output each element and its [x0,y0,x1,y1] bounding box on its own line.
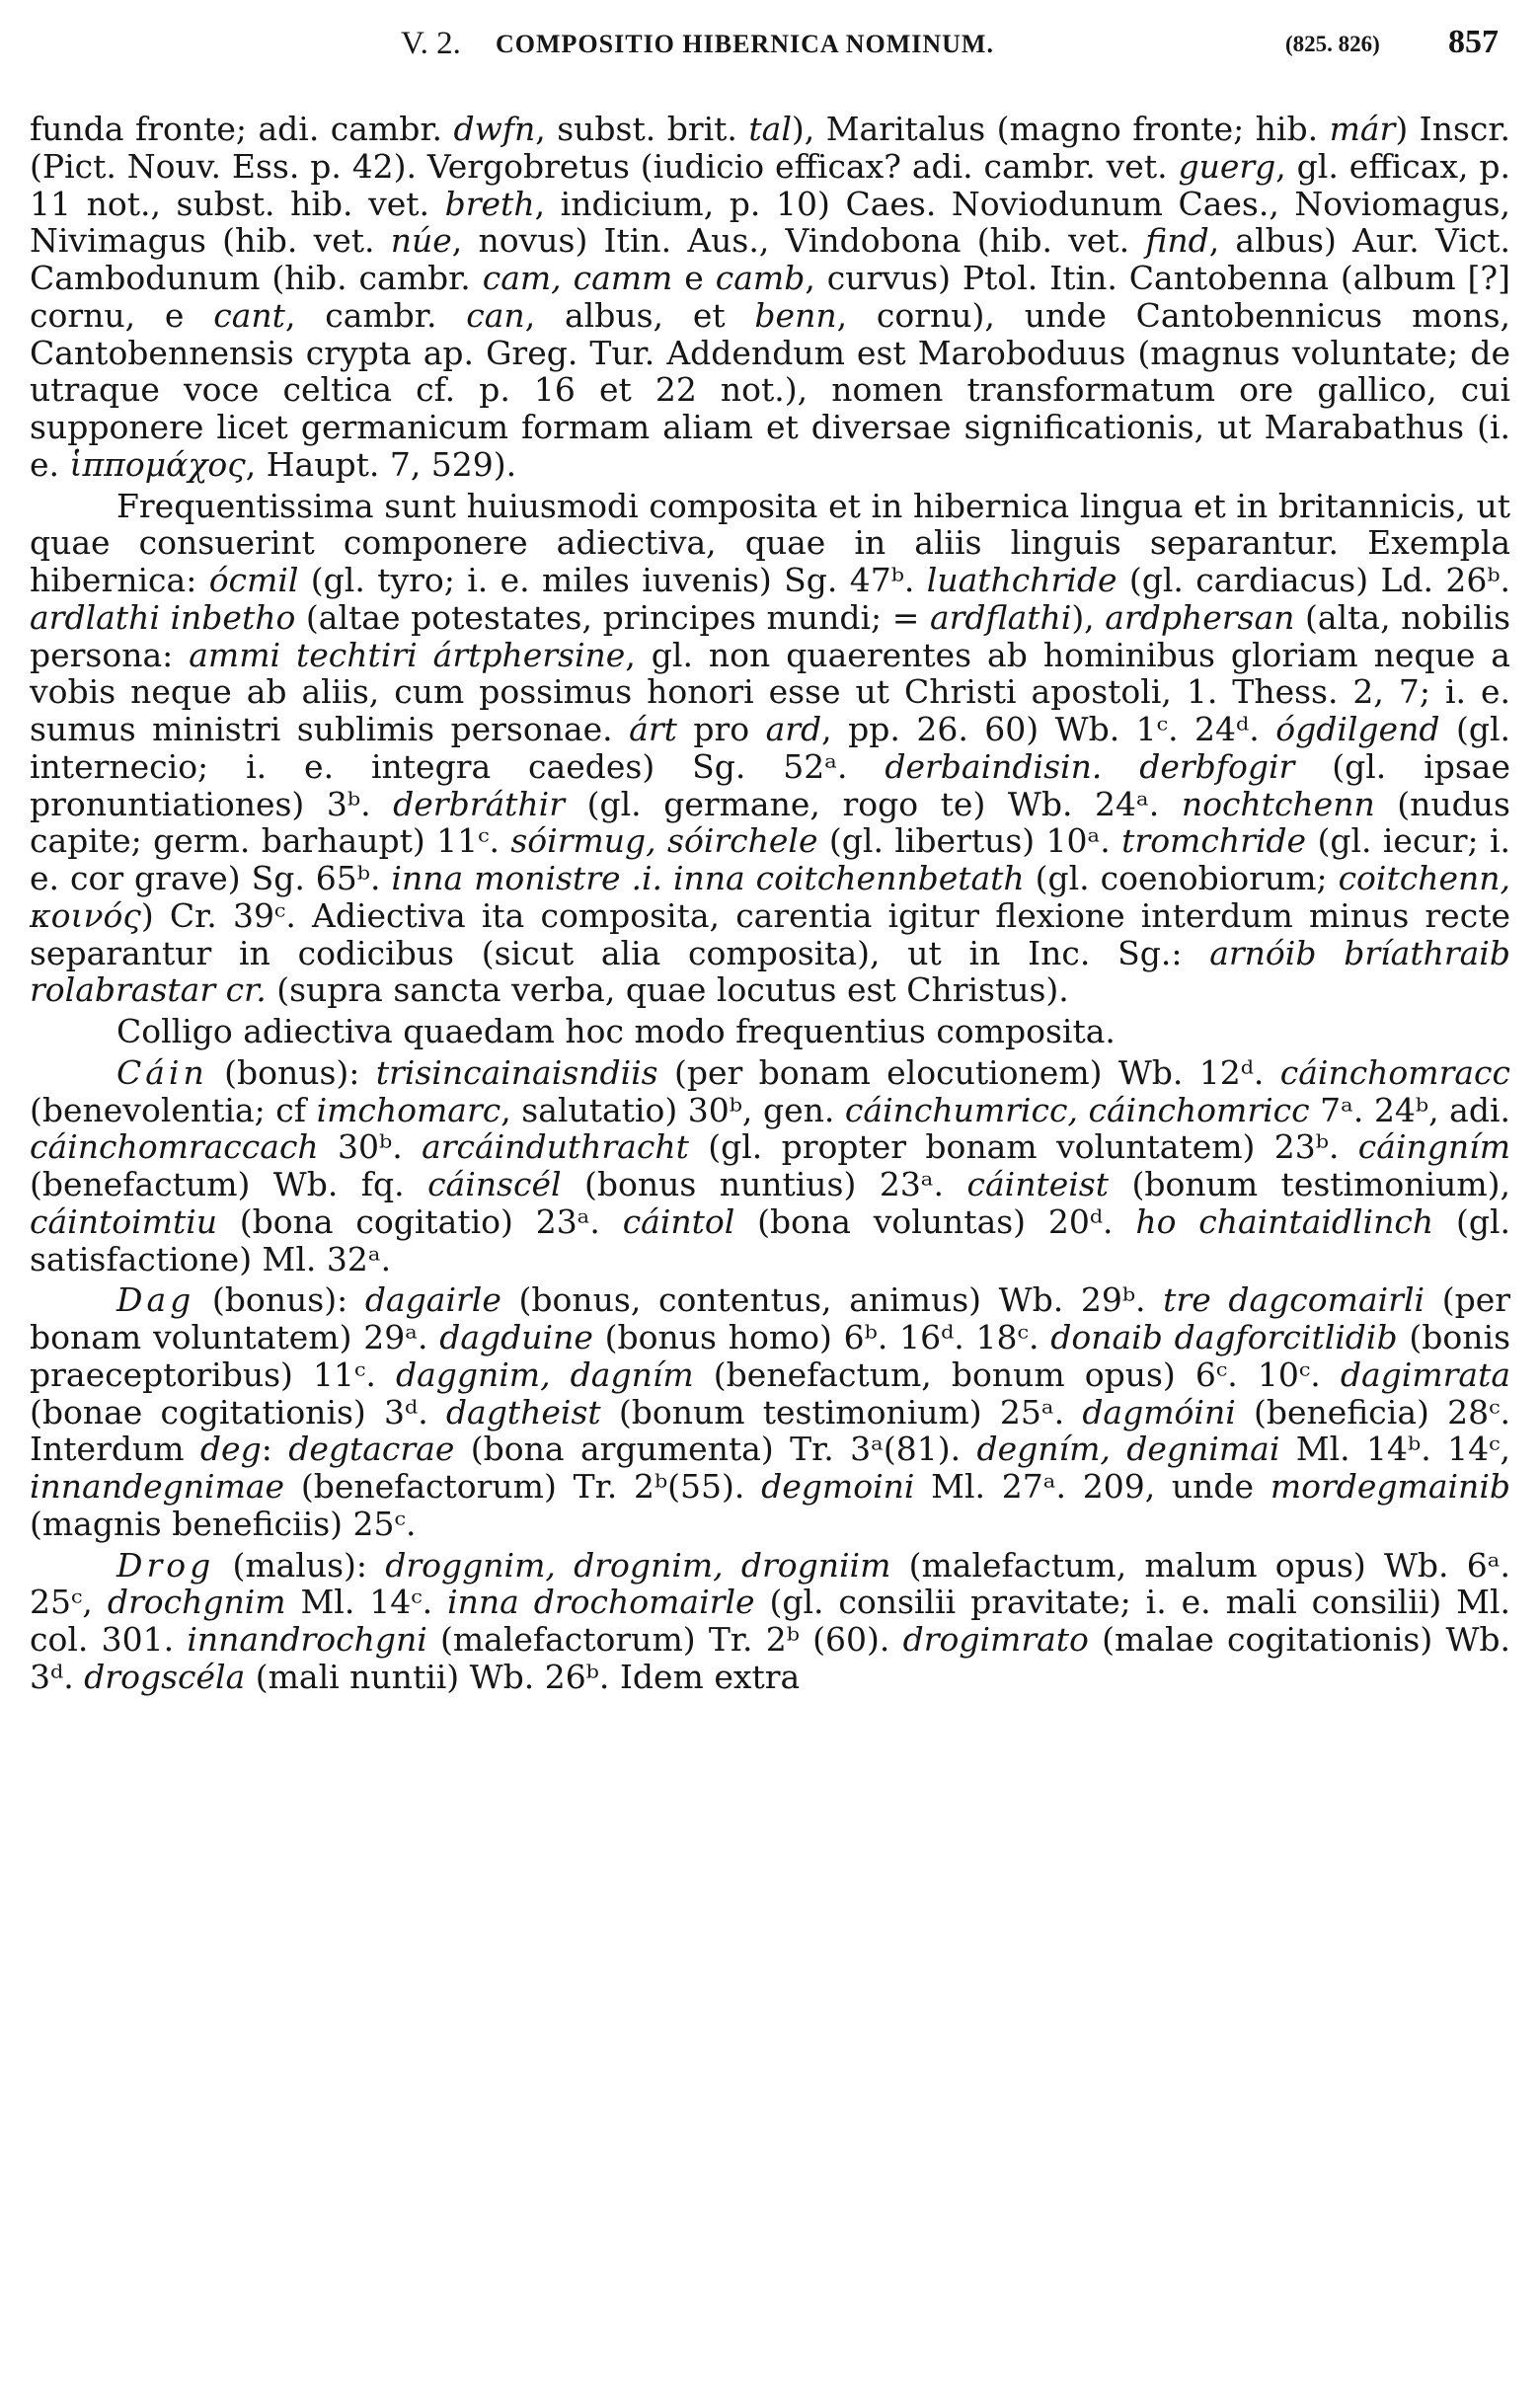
text-run: Ml. 27ᵃ. 209, unde [914,1467,1270,1506]
text-run: funda fronte; adi. cambr. [30,110,454,148]
text-run: (gl. satisfactione) Ml. 32ᵃ. [30,1201,1510,1278]
gloss-term: dagduine [439,1318,593,1356]
text-run: , indicium, p. 10) Caes. Noviodunum Caes., Noviomagus, Nivimagus (hib. vet. [30,184,1510,261]
gloss-term: innandrochgni [187,1620,427,1659]
text-run: (gl. tyro; i. e. miles iuvenis) Sg. 47ᵇ. [298,561,927,599]
text-run: (malae cogitationis) Wb. 3ᵈ. [30,1620,1510,1696]
gloss-term: guerg [1178,146,1276,186]
text-run: , cornu), unde Cantobennicus mons, Cantobennensis crypta ap. Greg. Tur. Addendum est Maroboduus (magnus voluntate; de utraque voce celtica cf. p. 16 et 22 not.), nomen transformatum ore gallico, cui supponere licet germanicum formam aliam et diversae significationis, ut Marabathus (i. e. [30,295,1510,484]
text-run: (gl. ipsae pronuntiationes) 3ᵇ. [30,746,1511,823]
text-run: (bonus nuntius) 23ᵃ. [561,1165,967,1203]
gloss-term: derbráthir [393,784,565,823]
gloss-term: arcáinduthracht [422,1127,689,1167]
gloss-term: inna monistre .i. inna coitchennbetath [391,859,1025,897]
text-run: , cambr. [284,295,467,335]
gloss-term: tal [748,110,792,148]
gloss-term: núe [390,221,452,261]
gloss-term: derbaindisin. derbfogir [885,746,1295,786]
paragraph-p3 [30,1013,1510,1050]
gloss-term: degtacrae [288,1430,455,1469]
gloss-term: coitchenn, κοινός [30,859,1510,935]
gloss-term: dwfn [453,110,536,148]
gloss-term: cáinchomraccach [30,1127,319,1167]
text-run: (bonis praeceptoribus) 11ᶜ. [30,1318,1511,1394]
paragraph-p2 [30,488,1510,1010]
gloss-term: cáintol [622,1201,735,1241]
text-run: (bona voluntas) 20ᵈ. [734,1201,1136,1241]
gloss-term: dagairle [364,1280,501,1320]
text-run: (per bonam elocutionem) Wb. 12ᵈ. [657,1052,1280,1092]
text-run: (gl. propter bonam voluntatem) 23ᵇ. [688,1127,1358,1167]
text-run: (gl. internecio; i. e. integra caedes) Sg. 52ᵃ. [30,710,1510,786]
gloss-term: can [466,295,525,335]
gloss-term: trisincainaisndiis [375,1052,658,1092]
text-run: (gl. cardiacus) Ld. 26ᵇ. [1116,561,1511,599]
text-run: (per bonam voluntatem) 29ᵃ. [30,1280,1511,1356]
gloss-term: cáingním [1357,1127,1510,1167]
text-run: (beneficia) 28ᶜ. Interdum [30,1392,1511,1469]
gloss-term: drochgnim [107,1583,286,1622]
gloss-term: ard [765,710,822,748]
gloss-term: deg [199,1430,262,1469]
gloss-term: camb [715,259,806,297]
gloss-term: ardphersan [1105,597,1295,637]
gloss-term: cáintoimtiu [30,1201,218,1241]
gloss-term: cáinchumricc, cáinchomricc [844,1090,1310,1129]
text-run: , salutatio) 30ᵇ, gen. [500,1090,845,1129]
text-run: , Haupt. 7, 529). [245,444,517,484]
text-run: pro [676,710,766,748]
text-run: (malefactum, malum opus) Wb. 6ᵃ. 25ᶜ, [30,1545,1510,1622]
gloss-term: cant [213,295,285,335]
gloss-term: ardflathi [929,597,1072,637]
text-run: (benefactum) Wb. fq. [30,1165,428,1203]
gloss-term: drogimrato [902,1620,1089,1659]
text-run: (bonum testimonium) 25ᵃ. [600,1392,1083,1432]
gloss-term: breth [444,184,535,223]
gloss-term: tromchride [1121,821,1307,861]
page-number: 857 [1448,24,1499,60]
gloss-term: luathchride [926,561,1117,599]
gloss-term: dagmóini [1082,1392,1236,1432]
gloss-term: cam, camm [482,259,673,297]
text-run: , curvus) Ptol. Itin. Cantobenna (album [?] cornu, e [30,259,1510,335]
gloss-term: tre dagcomairli [1163,1280,1425,1320]
text-run: (bona cogitatio) 23ᵃ. [217,1201,623,1241]
text-run: (bonus): [207,1052,376,1092]
text-run: (bonus): [194,1280,365,1320]
lemma-heading: Drog [116,1545,215,1585]
text-run: (altae potestates, principes mundi; = [295,597,930,637]
gloss-term: degním, degnimai [976,1430,1280,1469]
gloss-term: cáinchomracc [1279,1052,1511,1092]
gloss-term: drogscéla [84,1657,246,1696]
running-title: COMPOSITIO HIBERNICA NOMINUM. [496,30,994,58]
text-run: (supra sancta verba, quae locutus est Christus). [266,970,1069,1010]
gloss-term: nochtchenn [1181,784,1375,823]
paragraph-p6 [30,1547,1510,1696]
text-run: (bonus homo) 6ᵇ. 16ᵈ. 18ᶜ. [592,1318,1051,1356]
gloss-term: donaib dagforcitlidib [1050,1318,1398,1356]
paragraph-p4 [30,1054,1510,1278]
text-run: (mali nuntii) Wb. 26ᵇ. Idem extra [245,1657,801,1696]
text-run: e [672,259,716,297]
text-run: (gl. libertus) 10ᵃ. [817,821,1122,861]
text-run: , gl. efficax, p. 11 not., subst. hib. vet. [30,146,1511,223]
text-run: , pp. 26. 60) Wb. 1ᶜ. 24ᵈ. [821,710,1276,748]
body-text [30,111,1510,1696]
gloss-term: ἱππομάχος [69,444,246,484]
gloss-term: mordegmainib [1270,1467,1510,1506]
gloss-term: daggnim, dagním [395,1354,694,1394]
text-run: , gl. non quaerentes ab hominibus gloriam neque a vobis neque ab aliis, cum possimus honori esse ut Christi apostoli, 1. Thess. 2, 7; i. e. sumus ministri sublimis personae. [30,635,1510,748]
text-run: (alta, nobilis persona: [30,597,1511,674]
lemma-heading: Cáin [116,1052,208,1092]
gloss-term: dagimrata [1340,1354,1510,1394]
gloss-term: imchomarc [316,1090,501,1129]
text-run: , albus) Aur. Vict. Cambodunum (hib. cambr. [30,221,1510,297]
text-run: (benevolentia; cf [30,1090,317,1129]
text-run: 30ᵇ. [318,1127,423,1167]
text-run: (bonus, contentus, animus) Wb. 29ᵇ. [500,1280,1164,1320]
text-run: (malus): [214,1545,386,1585]
text-run: (bona argumenta) Tr. 3ᵃ(81). [454,1430,977,1469]
text-run: (gl. coenobiorum; [1024,859,1339,897]
section-number: V. 2. [401,26,461,61]
text-run: ) Inscr. (Pict. Nouv. Ess. p. 42). Vergobretus (iudicio efficax? adi. cambr. vet. [30,110,1511,186]
text-run: (gl. germane, rogo te) Wb. 24ᵃ. [565,784,1182,823]
text-run: (benefactorum) Tr. 2ᵇ(55). [284,1467,762,1506]
text-run: (benefactum, bonum opus) 6ᶜ. 10ᶜ. [693,1354,1341,1394]
text-run: : [261,1430,289,1469]
gloss-term: cáinteist [966,1165,1109,1203]
gloss-term: ócmil [208,561,299,599]
text-run: (bonum testimonium), [1109,1165,1510,1203]
text-run: , albus, et [524,295,755,335]
text-run: ) Cr. 39ᶜ. Adiectiva ita composita, carentia igitur flexione interdum minus recte separantur in codicibus (sicut alia composita), ut in Inc. Sg.: [30,895,1510,972]
gloss-term: inna drochomairle [447,1583,755,1622]
text-run: (malefactorum) Tr. 2ᵇ (60). [426,1620,903,1659]
column-reference: (825. 826) [1285,32,1380,56]
gloss-term: dagtheist [445,1392,601,1432]
gloss-term: ammi techtiri ártphersine [189,635,626,674]
gloss-term: már [1329,110,1396,148]
gloss-term: ardlathi inbetho [30,597,296,637]
text-run: Ml. 14ᶜ. [285,1583,448,1622]
text-run: 7ᵃ. 24ᵇ, adi. [1309,1090,1511,1129]
gloss-term: benn [754,295,837,335]
gloss-term: cáinscél [427,1165,562,1203]
lemma-heading: Dag [116,1280,195,1320]
gloss-term: sóirmug, sóirchele [510,821,818,861]
text-run: (nudus capite; germ. barhaupt) 11ᶜ. [30,784,1510,861]
text-run: (gl. iecur; i. e. cor grave) Sg. 65ᵇ. [30,821,1510,897]
text-run: , novus) Itin. Aus., Vindobona (hib. vet. [451,221,1146,261]
text-run: ), Maritalus (magno fronte; hib. [791,110,1330,148]
gloss-term: innandegnimae [30,1467,285,1506]
gloss-term: ho chaintaidlinch [1135,1201,1434,1241]
gloss-term: arnóib bríathraib rolabrastar cr. [30,933,1510,1010]
paragraph-p1 [30,111,1510,484]
gloss-term: degmoini [761,1467,915,1506]
paragraph-p5 [30,1281,1510,1542]
text-run: , subst. brit. [535,110,749,148]
text-run: Frequentissima sunt huiusmodi composita et in hibernica lingua et in britannicis, ut quae consuerint componere adiectiva, quae in aliis linguis separantur. Exempla hibernica: [30,486,1510,599]
text-run: (magnis beneficiis) 25ᶜ. [30,1504,417,1543]
gloss-term: ógdilgend [1275,710,1440,748]
gloss-term: árt [629,710,677,748]
gloss-term: droggnim, drognim, drogniim [385,1545,891,1585]
text-run: Ml. 14ᵇ. 14ᶜ, [1279,1430,1510,1469]
text-run: ), [1071,597,1106,637]
gloss-term: find [1145,221,1209,261]
running-head [30,24,1510,69]
text-run: (gl. consilii pravitate; i. e. mali consilii) Ml. col. 301. [30,1583,1510,1659]
text-run: (bonae cogitationis) 3ᵈ. [30,1392,446,1432]
text-run: Colligo adiectiva quaedam hoc modo frequentius composita. [116,1012,1116,1050]
